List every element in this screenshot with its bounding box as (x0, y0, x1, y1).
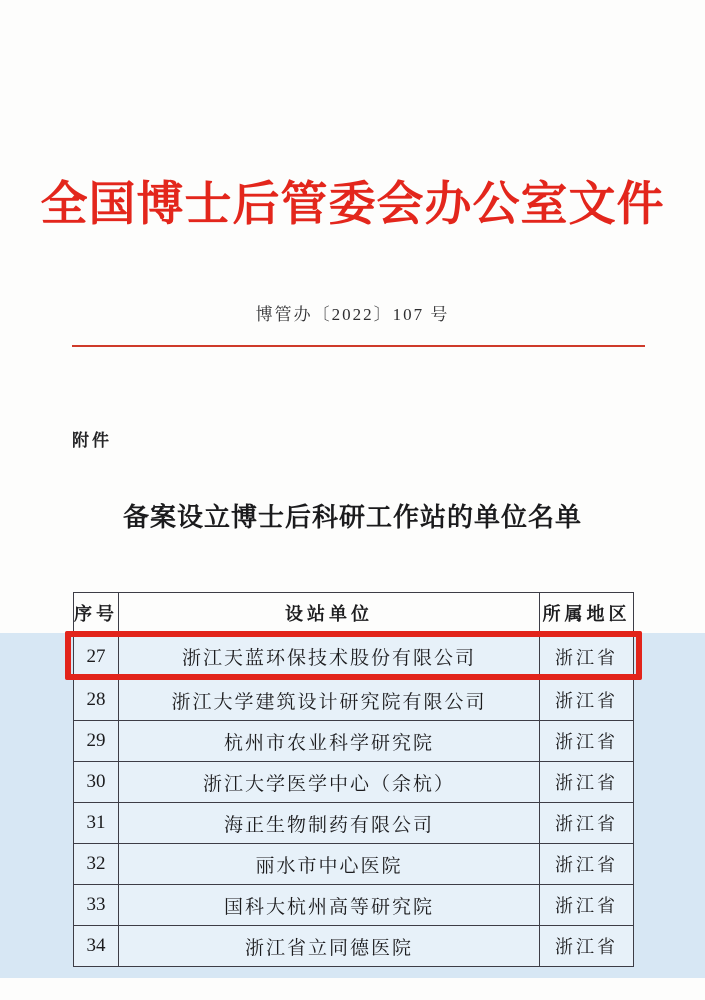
cell-unit: 浙江天蓝环保技术股份有限公司 (119, 634, 540, 680)
cell-unit: 国科大杭州高等研究院 (119, 885, 540, 926)
list-title: 备案设立博士后科研工作站的单位名单 (122, 503, 582, 532)
document-title: 全国博士后管委会办公室文件 (40, 179, 665, 231)
cell-unit: 丽水市中心医院 (119, 844, 540, 885)
table-row (74, 885, 634, 926)
cell-region: 浙江省 (540, 844, 634, 885)
cell-unit: 浙江省立同德医院 (119, 926, 540, 967)
header-station-unit: 设站单位 (119, 593, 540, 634)
table-header-row (74, 593, 634, 634)
table-row (74, 721, 634, 762)
table-row (74, 803, 634, 844)
table-row (74, 844, 634, 885)
cell-region: 浙江省 (540, 634, 634, 680)
cell-no: 29 (74, 721, 119, 762)
cell-region: 浙江省 (540, 885, 634, 926)
header-region: 所属地区 (540, 593, 634, 634)
cell-region: 浙江省 (540, 680, 634, 721)
cell-no: 34 (74, 926, 119, 967)
attachment-label: 附件 (72, 431, 112, 450)
cell-unit: 杭州市农业科学研究院 (119, 721, 540, 762)
cell-unit: 海正生物制药有限公司 (119, 803, 540, 844)
cell-no: 33 (74, 885, 119, 926)
cell-region: 浙江省 (540, 926, 634, 967)
cell-no: 28 (74, 680, 119, 721)
red-divider-line (72, 345, 645, 347)
table-row-highlighted (74, 634, 634, 680)
header-serial-number: 序号 (74, 593, 119, 634)
cell-no: 27 (74, 634, 119, 680)
document-number: 博管办〔2022〕107 号 (255, 305, 450, 324)
table-row (74, 762, 634, 803)
cell-unit: 浙江大学建筑设计研究院有限公司 (119, 680, 540, 721)
units-table (73, 592, 634, 967)
cell-unit: 浙江大学医学中心（余杭） (119, 762, 540, 803)
table-row (74, 926, 634, 967)
cell-no: 31 (74, 803, 119, 844)
cell-no: 32 (74, 844, 119, 885)
cell-no: 30 (74, 762, 119, 803)
table-body (74, 634, 634, 967)
cell-region: 浙江省 (540, 721, 634, 762)
table-row (74, 680, 634, 721)
cell-region: 浙江省 (540, 762, 634, 803)
cell-region: 浙江省 (540, 803, 634, 844)
